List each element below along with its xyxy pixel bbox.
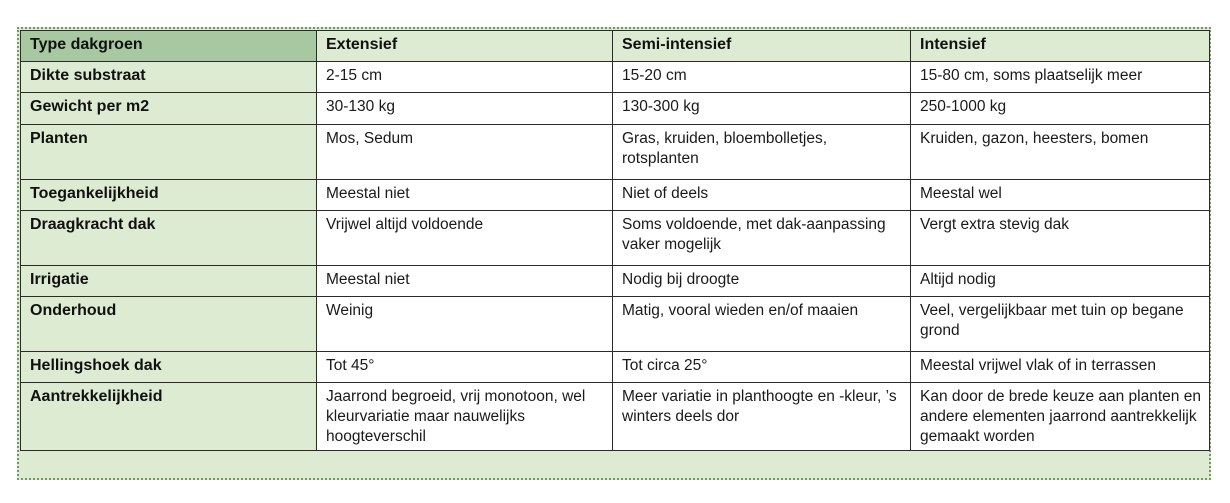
table-row: [21, 125, 1210, 180]
row-label: Hellingshoek dak: [21, 352, 317, 383]
table-cell: Kruiden, gazon, heesters, bomen: [911, 125, 1210, 180]
header-extensief: Extensief: [317, 31, 613, 62]
header-type-dakgroen: Type dakgroen: [21, 31, 317, 62]
table-cell: Tot 45°: [317, 352, 613, 383]
table-cell: Niet of deels: [613, 180, 911, 211]
table-cell: Weinig: [317, 297, 613, 352]
table-cell: Soms voldoende, met dak-aanpassing vaker mogelijk: [613, 211, 911, 266]
table-cell: 250-1000 kg: [911, 93, 1210, 125]
table-row: [21, 297, 1210, 352]
table-cell: Vergt extra stevig dak: [911, 211, 1210, 266]
row-label: Draagkracht dak: [21, 211, 317, 266]
green-roof-comparison-table: [20, 30, 1210, 451]
table-cell: Kan door de brede keuze aan planten en andere elementen jaarrond aantrekkelijk gemaakt worden: [911, 383, 1210, 451]
row-label: Onderhoud: [21, 297, 317, 352]
table-row: [21, 352, 1210, 383]
table-header-row: [21, 31, 1210, 62]
row-label: Aantrekkelijkheid: [21, 383, 317, 451]
row-label: Gewicht per m2: [21, 93, 317, 125]
table-cell: 15-20 cm: [613, 62, 911, 93]
table-cell: Meer variatie in planthoogte en -kleur, ’s winters deels dor: [613, 383, 911, 451]
table-cell: Meestal niet: [317, 180, 613, 211]
header-intensief: Intensief: [911, 31, 1210, 62]
table-cell: Vrijwel altijd voldoende: [317, 211, 613, 266]
table-cell: Veel, vergelijkbaar met tuin op begane grond: [911, 297, 1210, 352]
table-row: [21, 266, 1210, 297]
table-cell: 30-130 kg: [317, 93, 613, 125]
table-cell: Tot circa 25°: [613, 352, 911, 383]
row-label: Irrigatie: [21, 266, 317, 297]
table-cell: Meestal vrijwel vlak of in terrassen: [911, 352, 1210, 383]
table-row: [21, 62, 1210, 93]
table-cell: 2-15 cm: [317, 62, 613, 93]
table-cell: 15-80 cm, soms plaatselijk meer: [911, 62, 1210, 93]
table-cell: Meestal wel: [911, 180, 1210, 211]
table-row: [21, 180, 1210, 211]
row-label: Dikte substraat: [21, 62, 317, 93]
table-cell: Nodig bij droogte: [613, 266, 911, 297]
row-label: Planten: [21, 125, 317, 180]
header-semi-intensief: Semi-intensief: [613, 31, 911, 62]
table-cell: 130-300 kg: [613, 93, 911, 125]
table-row: [21, 383, 1210, 451]
table-cell: Jaarrond begroeid, vrij monotoon, wel kleurvariatie maar nauwelijks hoogteverschil: [317, 383, 613, 451]
table-cell: Altijd nodig: [911, 266, 1210, 297]
table-row: [21, 93, 1210, 125]
table-row: [21, 211, 1210, 266]
table-cell: Meestal niet: [317, 266, 613, 297]
table-cell: Matig, vooral wieden en/of maaien: [613, 297, 911, 352]
table-cell: Mos, Sedum: [317, 125, 613, 180]
table-cell: Gras, kruiden, bloembolletjes, rotsplanten: [613, 125, 911, 180]
row-label: Toegankelijkheid: [21, 180, 317, 211]
